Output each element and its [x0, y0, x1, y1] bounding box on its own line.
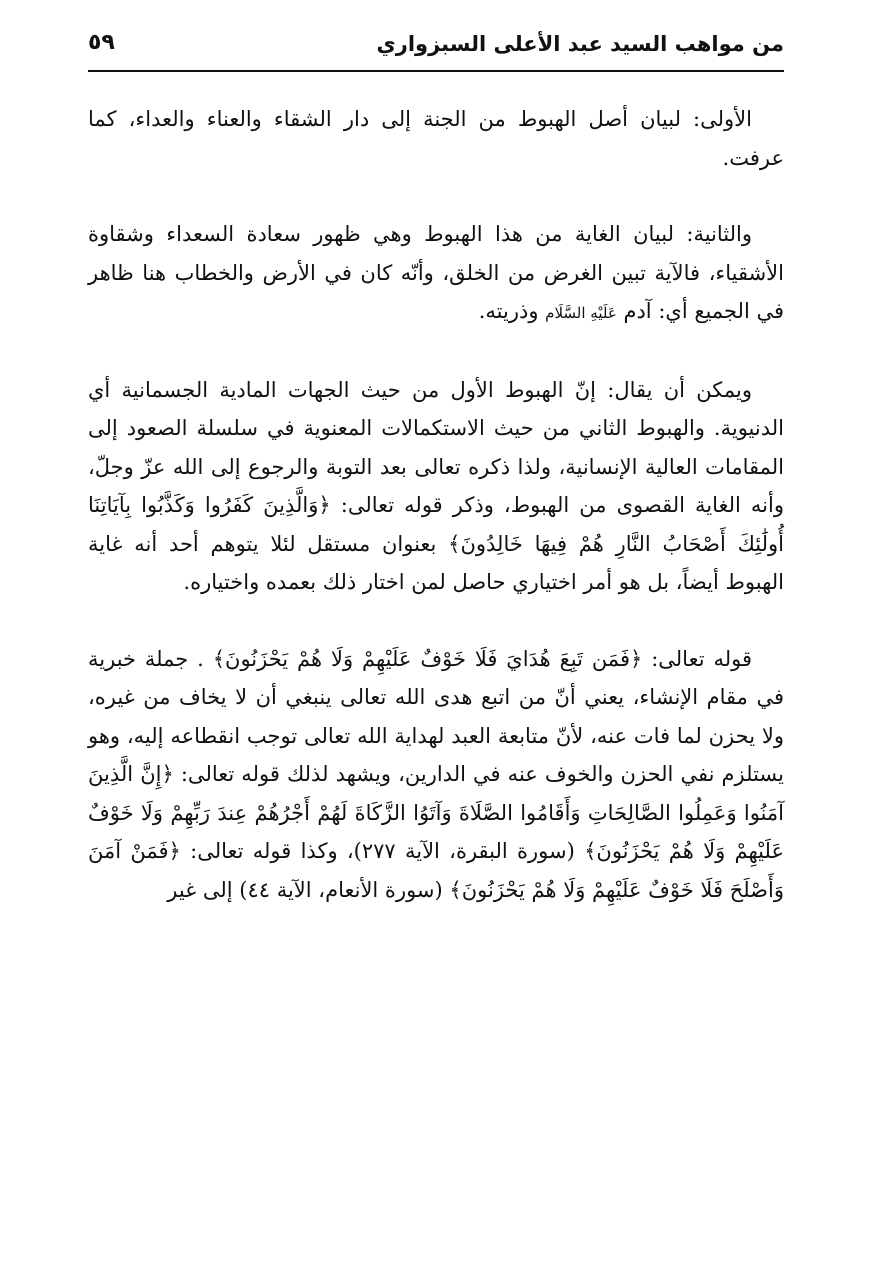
paragraph-text: وذريته. [478, 299, 539, 323]
paragraph-second-purpose [88, 215, 784, 333]
verse-reference: (سورة الأنعام، الآية ٤٤) إلى غير [167, 877, 443, 902]
book-title: من مواهب السيد عبد الأعلى السبزواري [376, 32, 784, 56]
quran-verse: ﴿فَمَنْ آمَنَ وَأَصْلَحَ فَلَا خَوْفٌ عَلَيْهِمْ وَلَا هُمْ يَحْزَنُونَ﴾ [88, 839, 784, 902]
paragraph-text: قوله تعالى: [651, 646, 752, 671]
running-header [88, 26, 784, 72]
paragraph-text: . جملة خبرية في مقام الإنشاء، يعني أنّ من اتبع هدى الله تعالى ينبغي أن لا يخاف من غيره، ولا يحزن لما فات عنه، لأنّ متابعة العبد لهداية الله تعالى توجب انقطاعه إليه، وهو يستلزم نفي الحزن والخوف عنه في الدارين، ويشهد لذلك قوله تعالى: [88, 646, 784, 786]
body-text [88, 100, 784, 909]
paragraph-first-purpose [88, 100, 784, 177]
quran-verse: ﴿إِنَّ الَّذِينَ آمَنُوا وَعَمِلُوا الصَّالِحَاتِ وَأَقَامُوا الصَّلَاةَ وَآتَوُا الزَّكَاةَ لَهُمْ أَجْرُهُمْ عِندَ رَبِّهِمْ وَلَا خَوْفٌ عَلَيْهِمْ وَلَا هُمْ يَحْزَنُونَ﴾ [88, 762, 784, 863]
paragraph-text: الأولى: لبيان أصل الهبوط من الجنة إلى دار الشقاء والعناء والعداء، كما عرفت. [88, 107, 784, 170]
page-number: ٥٩ [88, 30, 115, 55]
verse-reference: (سورة البقرة، الآية ٢٧٧)، وكذا قوله تعالى: [190, 839, 575, 863]
quran-verse: ﴿فَمَن تَبِعَ هُدَايَ فَلَا خَوْفٌ عَلَيْهِمْ وَلَا هُمْ يَحْزَنُونَ﴾ [212, 646, 643, 671]
paragraph-text: والثانية: لبيان الغاية من هذا الهبوط وهي ظهور سعادة السعداء وشقاوة الأشقياء، فالآية تبين الغرض من الخلق، وأنّه كان في الأرض والخطاب هنا ظاهر في الجميع أي: آدم [88, 222, 784, 323]
paragraph-verse-commentary [88, 640, 784, 910]
honorific-glyph: عَلَيْهِ السَّلَام [545, 304, 617, 322]
paragraph-text: بعنوان مستقل لئلا يتوهم أحد أنه غاية الهبوط أيضاً، بل هو أمر اختياري حاصل لمن اختار ذلك بعمده واختياره. [88, 531, 784, 594]
paragraph-text: ويمكن أن يقال: إنّ الهبوط الأول من حيث الجهات المادية الجسمانية أي الدنيوية. والهبوط الثاني من حيث الاستكمالات المعنوية في سلسلة الصعود إلى المقامات العالية الإنسانية، ولذا ذكره تعالى بعد التوبة والرجوع إلى الله عزّ وجلّ، وأنه الغاية القصوى من الهبوط، وذكر قوله تعالى: [88, 377, 785, 517]
paragraph-two-descents [88, 371, 784, 602]
quran-verse: ﴿وَالَّذِينَ كَفَرُوا وَكَذَّبُوا بِآيَاتِنَا أُولَٰئِكَ أَصْحَابُ النَّارِ هُمْ فِيهَا خَالِدُونَ﴾ [88, 493, 784, 556]
